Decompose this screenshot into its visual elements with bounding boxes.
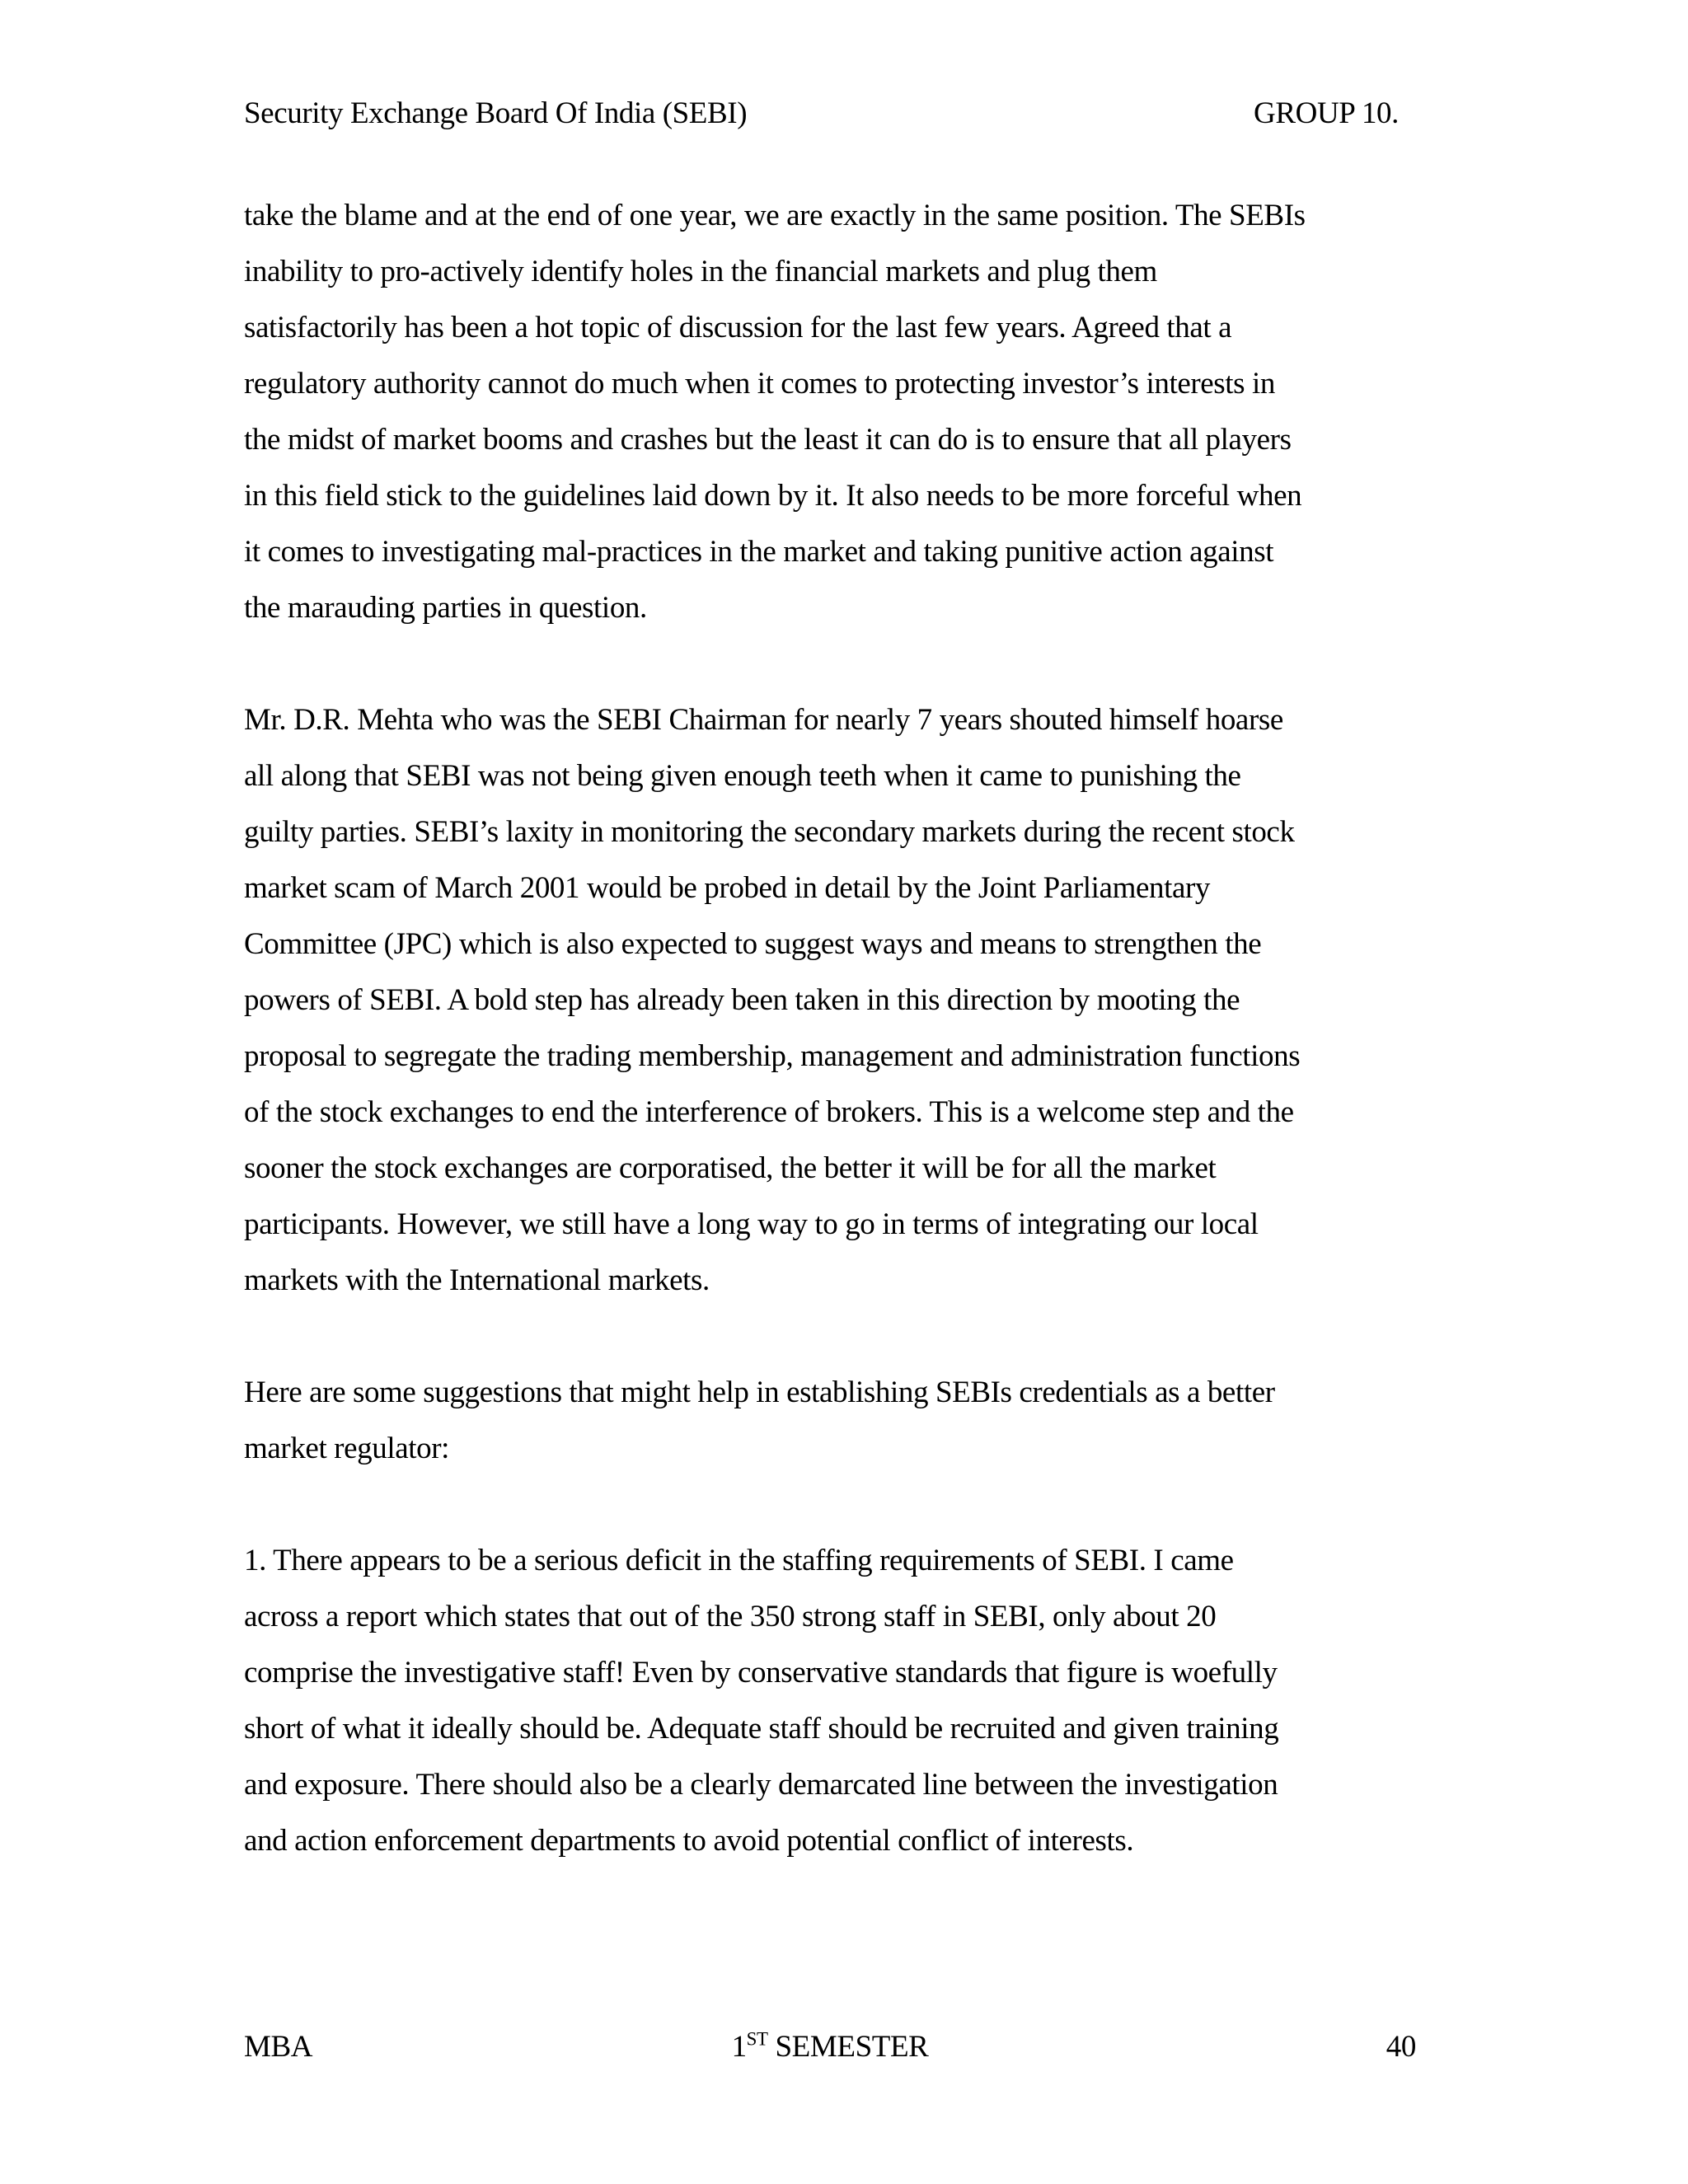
text-line: Mr. D.R. Mehta who was the SEBI Chairman for nearly 7 years shouted himself hoarse [244,703,1283,737]
text-line: guilty parties. SEBI’s laxity in monitoring the secondary markets during the recent stock [244,815,1295,849]
paragraph [244,188,1639,636]
text-line: take the blame and at the end of one year, we are exactly in the same position. The SEBIs [244,199,1306,232]
document-body [244,188,1639,1869]
paragraph [244,692,1639,1309]
text-line: the midst of market booms and crashes but the least it can do is to ensure that all players [244,423,1292,457]
text-line: in this field stick to the guidelines laid down by it. It also needs to be more forceful when [244,479,1302,513]
text-line: Here are some suggestions that might help in establishing SEBIs credentials as a better [244,1376,1275,1409]
text-line: market regulator: [244,1432,450,1465]
text-line: short of what it ideally should be. Adequate staff should be recruited and given training [244,1712,1279,1746]
text-line: satisfactorily has been a hot topic of discussion for the last few years. Agreed that a [244,311,1232,344]
text-line: the marauding parties in question. [244,591,647,625]
page-footer [244,2029,1416,2064]
paragraph [244,1365,1639,1477]
text-line: across a report which states that out of the 350 strong staff in SEBI, only about 20 [244,1600,1217,1633]
text-line: regulatory authority cannot do much when it comes to protecting investor’s interests in [244,367,1276,401]
text-line: it comes to investigating mal-practices in the market and taking punitive action against [244,535,1274,569]
footer-semester-text: SEMESTER [767,2030,929,2064]
text-line: and exposure. There should also be a clearly demarcated line between the investigation [244,1768,1278,1802]
header-group-label: GROUP 10. [1254,96,1399,130]
footer-program-label: MBA [244,2030,313,2064]
footer-semester-number: 1 [731,2030,747,2064]
text-line: all along that SEBI was not being given enough teeth when it came to punishing the [244,759,1241,793]
header-title: Security Exchange Board Of India (SEBI) [244,96,748,130]
text-line: proposal to segregate the trading membership, management and administration functions [244,1039,1301,1073]
text-line: comprise the investigative staff! Even by conservative standards that figure is woefully [244,1656,1278,1690]
text-line: sooner the stock exchanges are corporatised, the better it will be for all the market [244,1151,1217,1185]
text-line: markets with the International markets. [244,1263,710,1297]
text-line: Committee (JPC) which is also expected to suggest ways and means to strengthen the [244,927,1262,961]
footer-page-number: 40 [1386,2030,1416,2064]
text-line: inability to pro-actively identify holes in the financial markets and plug them [244,255,1157,288]
paragraph [244,1533,1639,1869]
page-header [244,96,1444,131]
text-line: powers of SEBI. A bold step has already been taken in this direction by mooting the [244,983,1240,1017]
text-line: of the stock exchanges to end the interference of brokers. This is a welcome step and the [244,1095,1294,1129]
text-line: market scam of March 2001 would be probed in detail by the Joint Parliamentary [244,871,1211,905]
text-line: 1. There appears to be a serious deficit in the staffing requirements of SEBI. I came [244,1544,1234,1577]
footer-semester-ordinal: ST [746,2028,768,2050]
text-line: and action enforcement departments to avoid potential conflict of interests. [244,1824,1134,1858]
footer-semester-label [732,2029,929,2064]
text-line: participants. However, we still have a long way to go in terms of integrating our local [244,1207,1259,1241]
